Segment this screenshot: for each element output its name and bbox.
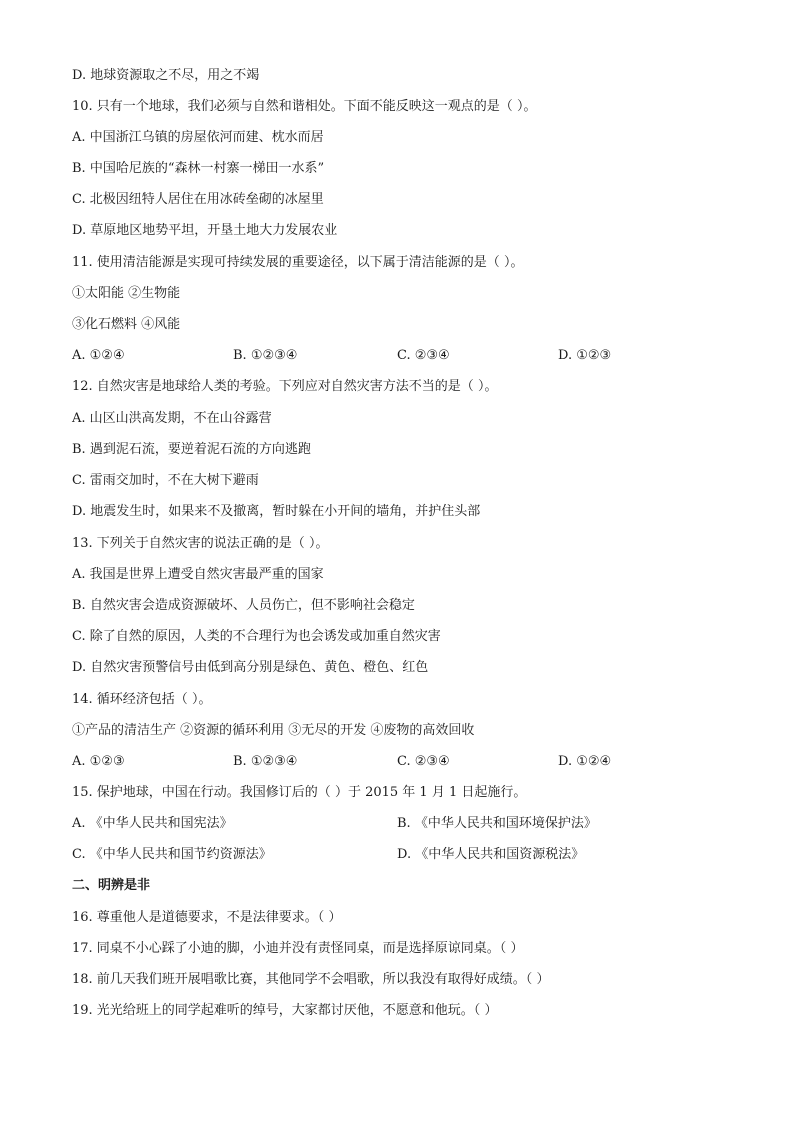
- question-19: 19. 光光给班上的同学起难听的绰号，大家都讨厌他，不愿意和他玩。（ ）: [72, 1003, 498, 1018]
- q14-option-b: B. ①②③④: [233, 754, 298, 769]
- question-15: 15. 保护地球，中国在行动。我国修订后的（ ）于 2015 年 1 月 1 日起施行。: [72, 785, 527, 800]
- q11-option-c: C. ②③④: [397, 348, 450, 363]
- q14-option-d: D. ①②④: [558, 754, 612, 769]
- q10-option-b: B. 中国哈尼族的“森林一村寨一梯田一水系”: [72, 161, 325, 176]
- q14-option-a: A. ①②③: [72, 754, 125, 769]
- q15-option-b: B. 《中华人民共和国环境保护法》: [397, 816, 597, 831]
- q14-items: ①产品的清洁生产 ②资源的循环利用 ③无尽的开发 ④废物的高效回收: [72, 723, 475, 738]
- q15-option-d: D. 《中华人民共和国资源税法》: [397, 847, 585, 862]
- q10-option-a: A. 中国浙江乌镇的房屋依河而建、枕水而居: [72, 130, 324, 145]
- q11-option-d: D. ①②③: [558, 348, 612, 363]
- q9-option-d: D. 地球资源取之不尽，用之不竭: [72, 68, 260, 83]
- q10-option-d: D. 草原地区地势平坦，开垦土地大力发展农业: [72, 223, 338, 238]
- q12-option-a: A. 山区山洪高发期，不在山谷露营: [72, 411, 272, 426]
- q13-option-c: C. 除了自然的原因，人类的不合理行为也会诱发或加重自然灾害: [72, 629, 441, 644]
- section-heading-true-false: 二、明辨是非: [72, 878, 151, 893]
- q15-option-c: C. 《中华人民共和国节约资源法》: [72, 847, 272, 862]
- q11-items-2: ③化石燃料 ④风能: [72, 317, 181, 332]
- question-12: 12. 自然灾害是地球给人类的考验。下列应对自然灾害方法不当的是（ ）。: [72, 379, 498, 394]
- question-10: 10. 只有一个地球，我们必须与自然和谐相处。下面不能反映这一观点的是（ ）。: [72, 99, 537, 114]
- question-13: 13. 下列关于自然灾害的说法正确的是（ ）。: [72, 536, 329, 551]
- question-18: 18. 前几天我们班开展唱歌比赛，其他同学不会唱歌，所以我没有取得好成绩。（ ）: [72, 972, 550, 987]
- q14-option-c: C. ②③④: [397, 754, 450, 769]
- q10-option-c: C. 北极因纽特人居住在用冰砖垒砌的冰屋里: [72, 192, 324, 207]
- question-14: 14. 循环经济包括（ ）。: [72, 692, 212, 707]
- q11-option-a: A. ①②④: [72, 348, 125, 363]
- question-16: 16. 尊重他人是道德要求，不是法律要求。（ ）: [72, 910, 342, 925]
- q12-option-d: D. 地震发生时，如果来不及撤离，暂时躲在小开间的墙角，并护住头部: [72, 504, 481, 519]
- q12-option-b: B. 遇到泥石流，要逆着泥石流的方向逃跑: [72, 442, 311, 457]
- q11-option-b: B. ①②③④: [233, 348, 298, 363]
- q13-option-a: A. 我国是世界上遭受自然灾害最严重的国家: [72, 567, 324, 582]
- q11-items-1: ①太阳能 ②生物能: [72, 286, 181, 301]
- question-11: 11. 使用清洁能源是实现可持续发展的重要途径，以下属于清洁能源的是（ ）。: [72, 255, 524, 270]
- q15-option-a: A. 《中华人民共和国宪法》: [72, 816, 233, 831]
- q12-option-c: C. 雷雨交加时，不在大树下避雨: [72, 473, 259, 488]
- q13-option-d: D. 自然灾害预警信号由低到高分别是绿色、黄色、橙色、红色: [72, 660, 429, 675]
- q13-option-b: B. 自然灾害会造成资源破坏、人员伤亡，但不影响社会稳定: [72, 598, 415, 613]
- question-17: 17. 同桌不小心踩了小迪的脚，小迪并没有责怪同桌，而是选择原谅同桌。（ ）: [72, 941, 524, 956]
